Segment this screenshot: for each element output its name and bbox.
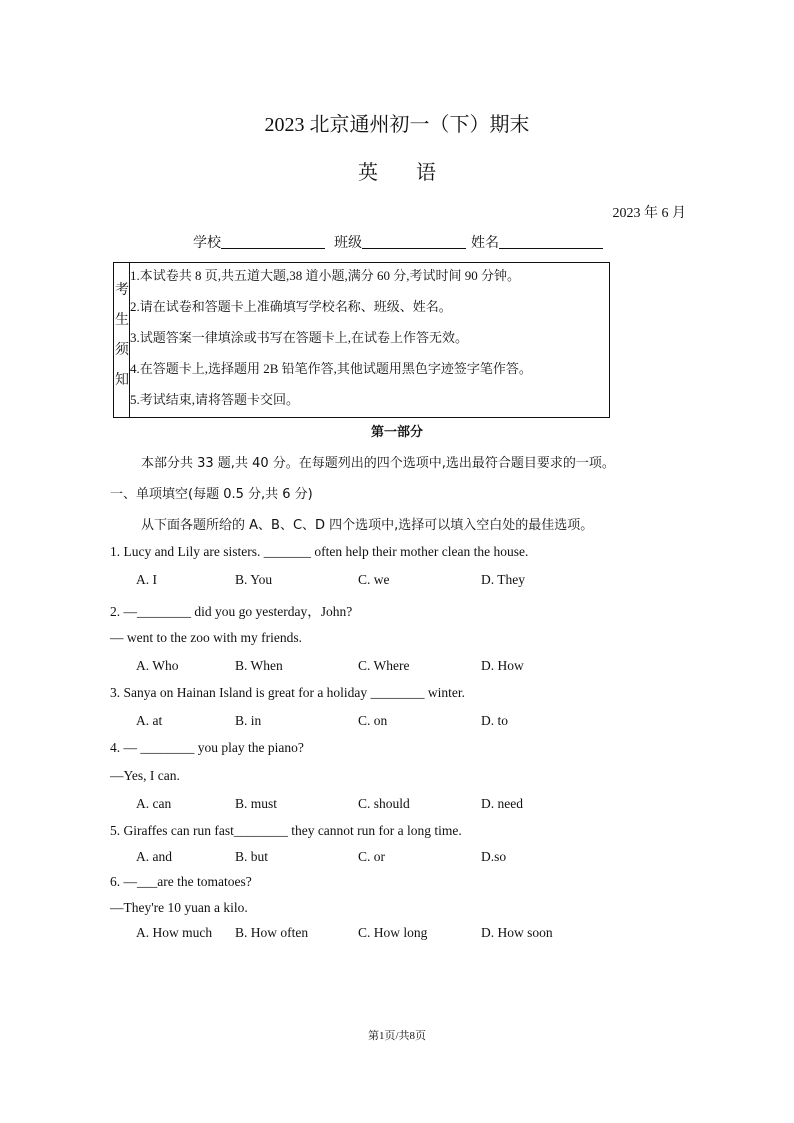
option-c: C. or xyxy=(358,849,385,864)
option-b: B. How often xyxy=(235,925,309,940)
option-c: C. Where xyxy=(358,658,410,673)
option-d: D. They xyxy=(481,572,525,587)
class-field xyxy=(334,232,466,252)
option-d: D.so xyxy=(481,849,507,864)
notice-label-char: 知 xyxy=(115,373,129,388)
notice-item: 2.请在试卷和答题卡上准确填写学校名称、班级、姓名。 xyxy=(130,299,452,314)
school-label: 学校 xyxy=(193,236,221,251)
option-d: D. How soon xyxy=(481,925,553,940)
question-stem: 2. —________ did you go yesterday，John? xyxy=(110,604,353,619)
option-b: B. but xyxy=(235,849,269,864)
section-title: 一、单项填空(每题 0.5 分,共 6 分) xyxy=(110,487,313,502)
question-stem: 5. Giraffes can run fast________ they cannot run for a long time. xyxy=(110,823,462,838)
option-a: A. Who xyxy=(136,658,179,673)
option-a: A. at xyxy=(136,713,163,728)
option-b: B. in xyxy=(235,713,262,728)
option-d: D. How xyxy=(481,658,524,673)
notice-label-char: 考 xyxy=(115,283,129,298)
option-c: C. we xyxy=(358,572,390,587)
option-a: A. and xyxy=(136,849,172,864)
option-a: A. can xyxy=(136,796,172,811)
option-c: C. How long xyxy=(358,925,428,940)
question-response: —They're 10 yuan a kilo. xyxy=(110,900,248,915)
name-field xyxy=(471,232,603,252)
exam-notice-box xyxy=(113,262,610,418)
exam-title: 2023 北京通州初一（下）期末 xyxy=(264,114,530,136)
page-number: 第1页/共8页 xyxy=(367,1030,427,1042)
option-c: C. should xyxy=(358,796,410,811)
question-response: — went to the zoo with my friends. xyxy=(110,630,302,645)
question-response: —Yes, I can. xyxy=(110,768,180,783)
class-blank xyxy=(362,234,466,249)
school-field xyxy=(193,232,325,252)
notice-label-char: 须 xyxy=(115,343,129,358)
option-d: D. to xyxy=(481,713,508,728)
notice-item: 3.试题答案一律填涂或书写在答题卡上,在试卷上作答无效。 xyxy=(130,330,469,345)
exam-date: 2023 年 6 月 xyxy=(612,206,686,221)
option-c: C. on xyxy=(358,713,388,728)
part-intro: 本部分共 33 题,共 40 分。在每题列出的四个选项中,选出最符合题目要求的一项。 xyxy=(141,456,615,471)
name-blank xyxy=(499,234,603,249)
notice-label-char: 生 xyxy=(115,313,129,328)
question-stem: 6. —___are the tomatoes? xyxy=(110,874,252,889)
name-label: 姓名 xyxy=(471,236,499,251)
option-a: A. How much xyxy=(136,925,213,940)
question-stem: 4. — ________ you play the piano? xyxy=(110,740,304,755)
option-a: A. I xyxy=(136,572,157,587)
exam-subject: 英语 xyxy=(358,162,474,184)
option-b: B. must xyxy=(235,796,278,811)
notice-label-column xyxy=(114,263,130,417)
class-label: 班级 xyxy=(334,236,362,251)
option-b: B. When xyxy=(235,658,283,673)
school-blank xyxy=(221,234,325,249)
part-heading: 第一部分 xyxy=(370,425,423,440)
notice-item: 5.考试结束,请将答题卡交回。 xyxy=(130,392,300,407)
notice-item: 1.本试卷共 8 页,共五道大题,38 道小题,满分 60 分,考试时间 90 分钟。 xyxy=(130,268,521,283)
question-stem: 3. Sanya on Hainan Island is great for a holiday ________ winter. xyxy=(110,685,466,700)
question-stem: 1. Lucy and Lily are sisters. _______ often help their mother clean the house. xyxy=(110,544,529,559)
option-b: B. You xyxy=(235,572,273,587)
notice-item: 4.在答题卡上,选择题用 2B 铅笔作答,其他试题用黑色字迹签字笔作答。 xyxy=(130,361,532,376)
section-instruction: 从下面各题所给的 A、B、C、D 四个选项中,选择可以填入空白处的最佳选项。 xyxy=(141,518,594,533)
option-d: D. need xyxy=(481,796,523,811)
